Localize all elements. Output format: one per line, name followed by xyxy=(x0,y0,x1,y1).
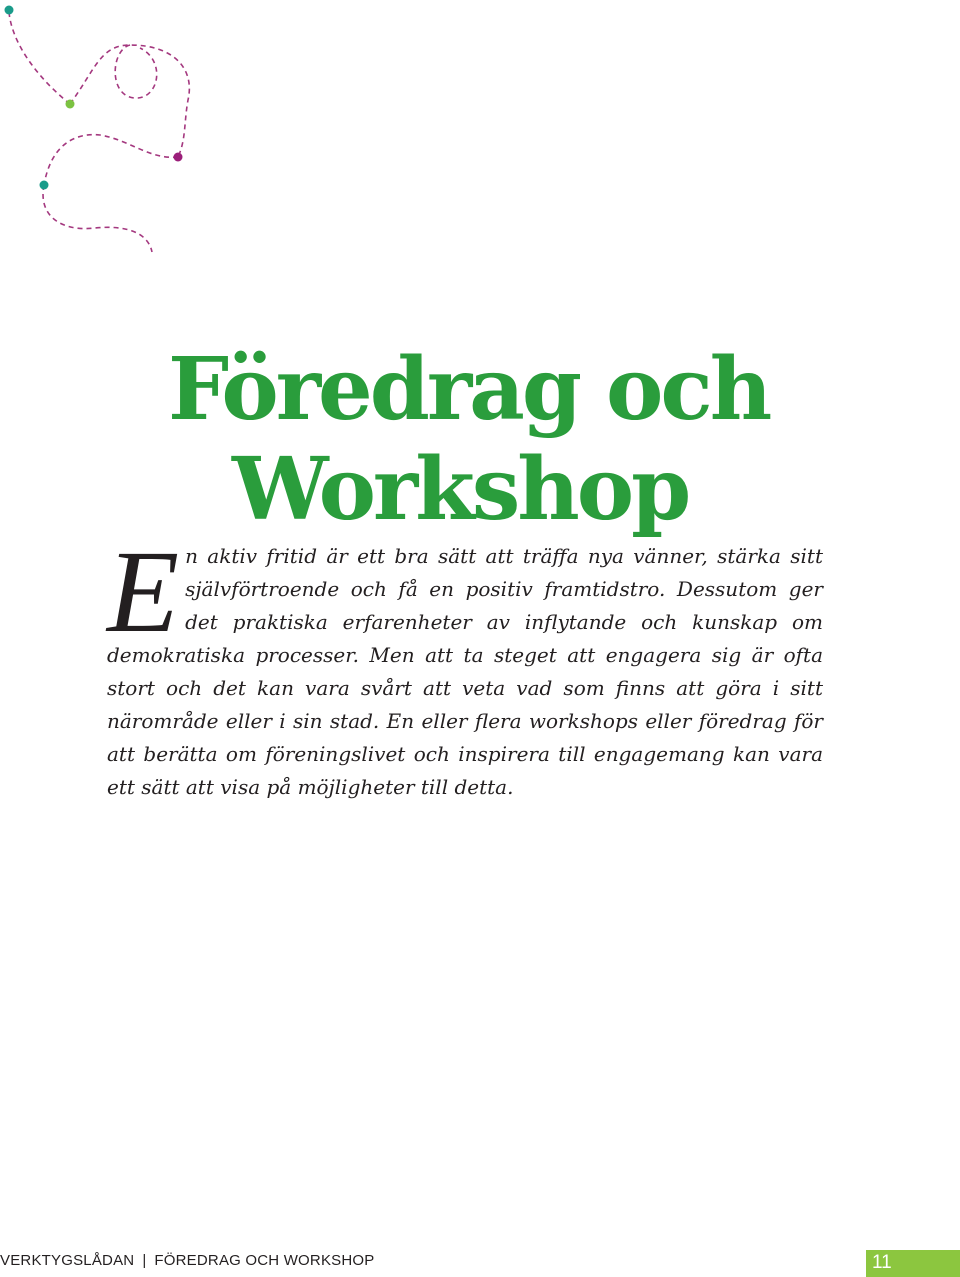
teal-dot xyxy=(40,181,49,190)
page-number-box xyxy=(866,1250,960,1277)
page-title xyxy=(168,340,808,540)
intro-paragraph xyxy=(107,526,823,804)
green-dot xyxy=(66,100,75,109)
footer-chapter: FÖREDRAG OCH WORKSHOP xyxy=(154,1252,375,1269)
footer-section: VERKTYGSLÅDAN xyxy=(0,1252,135,1269)
purple-dot xyxy=(174,153,183,162)
page-number: 11 xyxy=(872,1252,892,1273)
paragraph-text: n aktiv fritid är ett bra sätt att träffa nya vänner, stärka sitt självförtroende och få en positiv framtidstro. Dessutom ger det praktiska erfarenheter av inflytande och kunskap om demokratiska processer. Men att ta steget att engagera sig är ofta stort och det kan vara svårt att veta vad som finns att göra i sitt närområde eller i sin stad. En eller flera workshops eller föredrag för att berätta om föreningslivet och inspirera till engagemang kan vara ett sätt att visa på möjligheter till detta. xyxy=(107,544,823,799)
dotted-path-decoration xyxy=(0,0,220,260)
title-line-2: Workshop xyxy=(232,438,689,540)
title-line-1: Föredrag och xyxy=(168,338,770,440)
drop-cap: E xyxy=(107,526,180,657)
page-footer xyxy=(0,1252,374,1269)
footer-separator: | xyxy=(142,1252,147,1269)
teal-dot xyxy=(5,6,14,15)
